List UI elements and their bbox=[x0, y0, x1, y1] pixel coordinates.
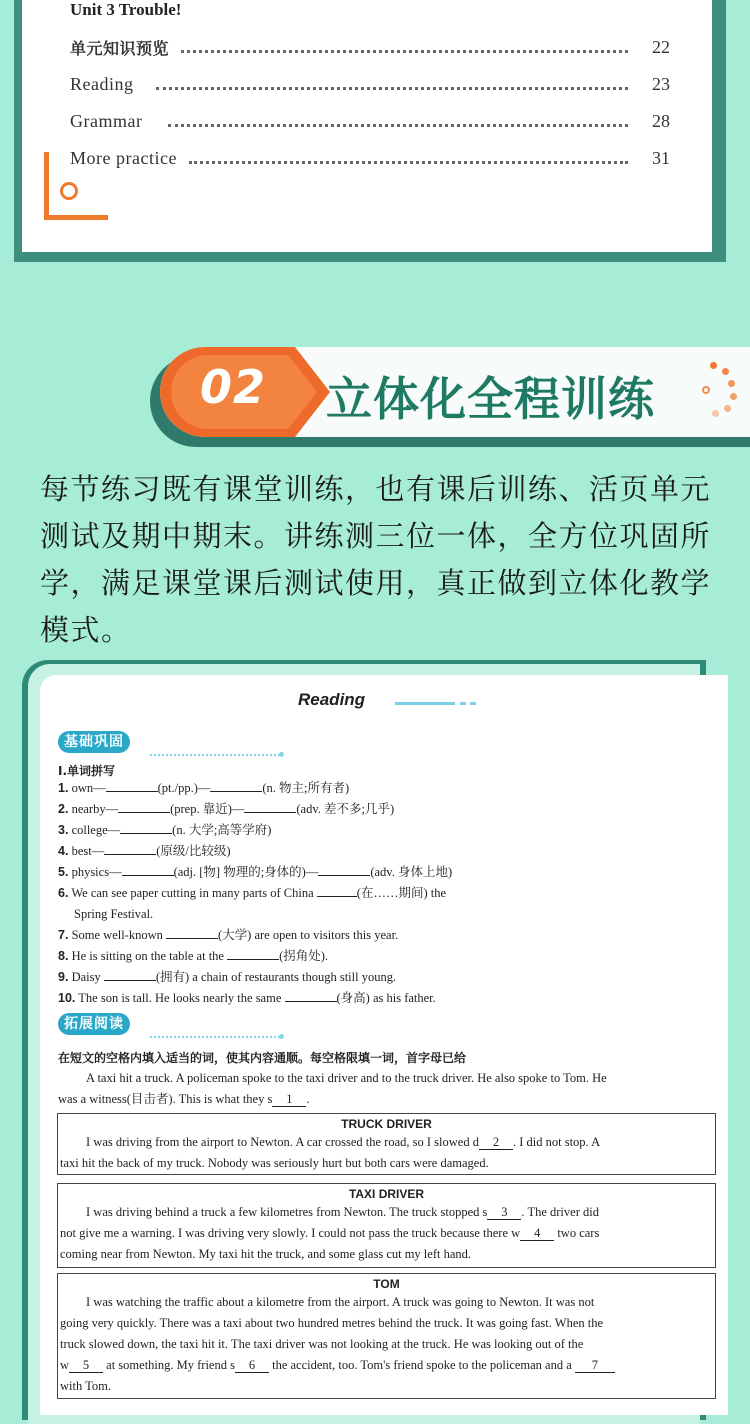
answer-blank[interactable] bbox=[479, 1136, 513, 1150]
section-title: Reading bbox=[298, 690, 366, 709]
answer-blank[interactable] bbox=[104, 968, 156, 981]
banner-title: 立体化全程训练 bbox=[326, 372, 655, 426]
answer-blank[interactable] bbox=[575, 1359, 615, 1373]
item-text: Some well-known bbox=[71, 928, 163, 942]
answer-blank[interactable] bbox=[318, 863, 370, 876]
item-text: own— bbox=[71, 781, 106, 795]
toc-row[interactable] bbox=[70, 108, 670, 134]
statement-text: coming near from Newton. My taxi hit the truck, and some glass cut my left hand. bbox=[60, 1247, 472, 1261]
blank-number: 7 bbox=[591, 1358, 599, 1372]
statement-text: I was watching the traffic about a kilometre from the airport. A truck was going to Newton. It was not bbox=[86, 1295, 595, 1309]
exercise-item bbox=[58, 778, 718, 799]
section-badge: 拓展阅读 bbox=[58, 1013, 130, 1035]
item-number: 10. bbox=[58, 991, 76, 1005]
toc-leader-dots bbox=[181, 50, 628, 53]
item-text: He is sitting on the table at the bbox=[71, 949, 224, 963]
toc-row-label: Grammar bbox=[70, 110, 143, 131]
title-underline bbox=[460, 702, 466, 705]
item-number: 1. bbox=[58, 781, 69, 795]
instruction-text: 在短文的空格内填入适当的词，使其内容通顺。每空格限填一词，首字母已给 bbox=[58, 1051, 467, 1065]
item-text: (身高) as his father. bbox=[336, 991, 436, 1005]
item-text: (拐角处). bbox=[279, 949, 329, 963]
exercise-item bbox=[58, 820, 718, 841]
exercise-item bbox=[58, 946, 718, 967]
exercise-item bbox=[58, 883, 718, 925]
toc-row-label: Reading bbox=[70, 73, 134, 94]
statement-text: . The driver did bbox=[521, 1205, 599, 1219]
box-title: TOM bbox=[373, 1277, 400, 1291]
exercise-item bbox=[58, 862, 718, 883]
item-number: 6. bbox=[58, 886, 69, 900]
item-hint: (n. 大学;高等学府) bbox=[172, 823, 272, 837]
loading-dots-icon bbox=[700, 362, 744, 422]
item-hint: (adv. 身体上地) bbox=[370, 865, 453, 879]
statement-text: I was driving behind a truck a few kilometres from Newton. The truck stopped bbox=[86, 1205, 480, 1219]
item-number: 5. bbox=[58, 865, 69, 879]
item-text: Daisy bbox=[71, 970, 101, 984]
statement-text: taxi hit the back of my truck. Nobody was seriously hurt but both cars were damaged. bbox=[60, 1156, 489, 1170]
ring-icon bbox=[60, 182, 78, 200]
corner-bracket bbox=[44, 215, 108, 220]
badge-rule-dot bbox=[279, 752, 284, 757]
blank-number: 6 bbox=[248, 1358, 256, 1372]
answer-blank[interactable] bbox=[106, 779, 158, 792]
badge-rule bbox=[150, 1036, 280, 1040]
badge-rule bbox=[150, 754, 280, 758]
statement-text: going very quickly. There was a taxi about two hundred metres behind the truck. It was going fast. When the bbox=[60, 1316, 604, 1330]
toc-row-page: 23 bbox=[652, 73, 670, 94]
item-number: 4. bbox=[58, 844, 69, 858]
answer-blank[interactable] bbox=[104, 842, 156, 855]
intro-paragraph bbox=[58, 1068, 718, 1110]
answer-blank[interactable] bbox=[210, 779, 262, 792]
banner-number: 02 bbox=[199, 360, 266, 414]
blank-number: 1 bbox=[286, 1092, 293, 1106]
blank-letter: w bbox=[60, 1358, 70, 1372]
exercise-item bbox=[58, 799, 718, 820]
item-number: 9. bbox=[58, 970, 69, 984]
item-text: (在……期间) the bbox=[356, 886, 447, 900]
intro-text: A taxi hit a truck. A policeman spoke to the taxi driver and to the truck driver. He also spoke to Tom. He bbox=[86, 1071, 607, 1085]
statement-box bbox=[57, 1113, 716, 1175]
answer-blank[interactable] bbox=[272, 1093, 306, 1107]
statement-text: with Tom. bbox=[60, 1379, 111, 1393]
answer-blank[interactable] bbox=[118, 800, 170, 813]
statement-text: I was driving from the airport to Newton. A car crossed the road, so I slowed bbox=[86, 1135, 470, 1149]
blank-letter: d bbox=[472, 1135, 479, 1149]
blank-number: 2 bbox=[492, 1135, 500, 1149]
answer-blank[interactable] bbox=[235, 1359, 269, 1373]
toc-row[interactable] bbox=[70, 34, 670, 60]
title-underline bbox=[470, 702, 476, 705]
toc-leader-dots bbox=[156, 87, 629, 90]
toc-unit-title: Unit 3 Trouble! bbox=[70, 0, 182, 19]
item-text: physics— bbox=[71, 865, 122, 879]
item-text: (拥有) a chain of restaurants though still young. bbox=[155, 970, 397, 984]
item-number: 7. bbox=[58, 928, 69, 942]
toc-row-label: 单元知识预览 bbox=[70, 38, 170, 58]
toc-leader-dots bbox=[189, 161, 628, 164]
item-text: Spring Festival. bbox=[74, 907, 154, 921]
item-text: (prep. 靠近)— bbox=[170, 802, 245, 816]
statement-box bbox=[57, 1273, 716, 1399]
intro-text: was a witness(目击者). This is what they bbox=[58, 1092, 265, 1106]
answer-blank[interactable] bbox=[487, 1206, 521, 1220]
statement-text: truck slowed down, the taxi hit it. The taxi driver was not looking at the truck. He was looking out of the bbox=[60, 1337, 584, 1351]
statement-text: the accident, too. Tom's friend spoke to the policeman and a bbox=[272, 1358, 572, 1372]
toc-row-label: More practice bbox=[70, 147, 177, 168]
item-number: 3. bbox=[58, 823, 69, 837]
item-text: best— bbox=[71, 844, 105, 858]
item-text: (大学) are open to visitors this year. bbox=[218, 928, 399, 942]
statement-text: at something. My friend bbox=[106, 1358, 227, 1372]
item-text: (adj. [物] 物理的;身体的)— bbox=[173, 865, 319, 879]
exercise-item bbox=[58, 925, 718, 946]
toc-row-page: 31 bbox=[652, 147, 670, 168]
item-text: (pt./pp.)— bbox=[157, 781, 211, 795]
item-text: nearby— bbox=[71, 802, 119, 816]
box-title: TAXI DRIVER bbox=[348, 1187, 425, 1201]
answer-blank[interactable] bbox=[166, 926, 218, 939]
description-text: 每节练习既有课堂训练，也有课后训练、活页单元测试及期中期末。讲练测三位一体，全方位巩固所学，满足课堂课后测试使用，真正做到立体化教学模式。 bbox=[40, 472, 712, 647]
blank-number: 4 bbox=[534, 1226, 541, 1240]
item-hint: (原级/比较级) bbox=[156, 844, 231, 858]
blank-number: 3 bbox=[501, 1205, 508, 1219]
item-text: The son is tall. He looks nearly the same bbox=[78, 991, 282, 1005]
toc-row-page: 28 bbox=[652, 110, 670, 131]
corner-bracket bbox=[44, 152, 49, 220]
box-title: TRUCK DRIVER bbox=[341, 1117, 432, 1131]
answer-blank[interactable] bbox=[122, 863, 174, 876]
exercise-item bbox=[58, 841, 718, 862]
blank-letter: s bbox=[230, 1358, 235, 1372]
toc-row-page: 22 bbox=[652, 36, 670, 57]
intro-text: . bbox=[306, 1092, 310, 1106]
statement-text: two cars bbox=[557, 1226, 600, 1240]
statement-text: not give me a warning. I was driving very slowly. I could not pass the truck because there bbox=[60, 1226, 509, 1240]
item-hint: (n. 物主;所有者) bbox=[262, 781, 350, 795]
exercise-item bbox=[58, 988, 718, 1009]
title-underline bbox=[395, 702, 455, 705]
item-hint: (adv. 差不多;几乎) bbox=[296, 802, 395, 816]
item-number: 2. bbox=[58, 802, 69, 816]
part-heading: Ⅰ.单词拼写 bbox=[58, 764, 116, 778]
answer-blank[interactable] bbox=[244, 800, 296, 813]
answer-blank[interactable] bbox=[285, 989, 337, 1002]
statement-box bbox=[57, 1183, 716, 1268]
blank-number: 5 bbox=[82, 1358, 90, 1372]
badge-rule-dot bbox=[279, 1034, 284, 1039]
answer-blank[interactable] bbox=[120, 821, 172, 834]
statement-text: . I did not stop. A bbox=[512, 1135, 601, 1149]
item-text: We can see paper cutting in many parts of China bbox=[71, 886, 314, 900]
blank-letter: s bbox=[267, 1092, 273, 1106]
answer-blank[interactable] bbox=[69, 1359, 103, 1373]
blank-letter: s bbox=[482, 1205, 488, 1219]
exercise-item bbox=[58, 967, 718, 988]
toc-leader-dots bbox=[168, 124, 628, 127]
blank-letter: w bbox=[511, 1226, 521, 1240]
answer-blank[interactable] bbox=[227, 947, 279, 960]
item-text: college— bbox=[71, 823, 121, 837]
item-number: 8. bbox=[58, 949, 69, 963]
answer-blank[interactable] bbox=[520, 1227, 554, 1241]
toc-row[interactable] bbox=[70, 145, 670, 171]
toc-row[interactable] bbox=[70, 71, 670, 97]
section-badge: 基础巩固 bbox=[58, 731, 130, 753]
answer-blank[interactable] bbox=[317, 884, 357, 897]
